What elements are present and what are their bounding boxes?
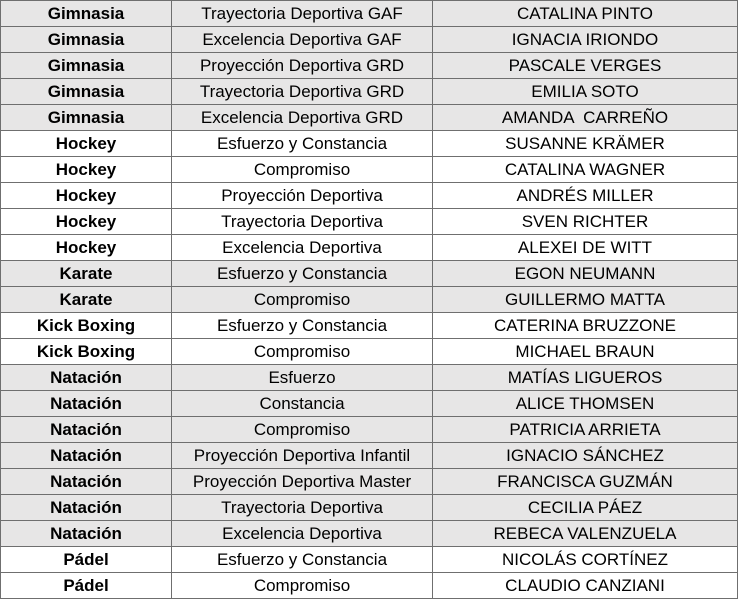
sport-cell: Hockey bbox=[1, 131, 172, 157]
awards-table-body bbox=[1, 1, 738, 599]
athlete-name-cell: CLAUDIO CANZIANI bbox=[433, 573, 738, 599]
award-cell: Excelencia Deportiva bbox=[172, 521, 433, 547]
table-row bbox=[1, 157, 738, 183]
table-row bbox=[1, 261, 738, 287]
athlete-name-cell: ANDRÉS MILLER bbox=[433, 183, 738, 209]
sport-cell: Pádel bbox=[1, 547, 172, 573]
athlete-name-cell: MATÍAS LIGUEROS bbox=[433, 365, 738, 391]
sport-cell: Gimnasia bbox=[1, 1, 172, 27]
sport-cell: Natación bbox=[1, 495, 172, 521]
athlete-name-cell: EMILIA SOTO bbox=[433, 79, 738, 105]
award-cell: Trayectoria Deportiva GAF bbox=[172, 1, 433, 27]
sport-cell: Hockey bbox=[1, 235, 172, 261]
sport-cell: Natación bbox=[1, 443, 172, 469]
award-cell: Esfuerzo y Constancia bbox=[172, 131, 433, 157]
sport-cell: Gimnasia bbox=[1, 105, 172, 131]
award-cell: Compromiso bbox=[172, 573, 433, 599]
table-row bbox=[1, 287, 738, 313]
table-row bbox=[1, 391, 738, 417]
sport-cell: Hockey bbox=[1, 157, 172, 183]
athlete-name-cell: CATALINA WAGNER bbox=[433, 157, 738, 183]
table-row bbox=[1, 521, 738, 547]
athlete-name-cell: SUSANNE KRÄMER bbox=[433, 131, 738, 157]
sport-cell: Natación bbox=[1, 469, 172, 495]
award-cell: Esfuerzo y Constancia bbox=[172, 313, 433, 339]
award-cell: Compromiso bbox=[172, 157, 433, 183]
sport-cell: Gimnasia bbox=[1, 79, 172, 105]
award-cell: Proyección Deportiva bbox=[172, 183, 433, 209]
table-row bbox=[1, 365, 738, 391]
sport-cell: Pádel bbox=[1, 573, 172, 599]
award-cell: Constancia bbox=[172, 391, 433, 417]
sport-cell: Natación bbox=[1, 391, 172, 417]
table-row bbox=[1, 183, 738, 209]
sport-cell: Natación bbox=[1, 417, 172, 443]
sport-cell: Gimnasia bbox=[1, 27, 172, 53]
table-row bbox=[1, 443, 738, 469]
award-cell: Compromiso bbox=[172, 417, 433, 443]
table-row bbox=[1, 1, 738, 27]
award-cell: Excelencia Deportiva GRD bbox=[172, 105, 433, 131]
table-row bbox=[1, 209, 738, 235]
award-cell: Trayectoria Deportiva bbox=[172, 495, 433, 521]
award-cell: Excelencia Deportiva GAF bbox=[172, 27, 433, 53]
sport-cell: Karate bbox=[1, 261, 172, 287]
athlete-name-cell: ALEXEI DE WITT bbox=[433, 235, 738, 261]
sport-cell: Kick Boxing bbox=[1, 339, 172, 365]
athlete-name-cell: PASCALE VERGES bbox=[433, 53, 738, 79]
award-cell: Esfuerzo y Constancia bbox=[172, 261, 433, 287]
sport-cell: Hockey bbox=[1, 209, 172, 235]
table-row bbox=[1, 27, 738, 53]
table-row bbox=[1, 131, 738, 157]
sport-cell: Kick Boxing bbox=[1, 313, 172, 339]
table-row bbox=[1, 105, 738, 131]
sport-cell: Natación bbox=[1, 521, 172, 547]
table-row bbox=[1, 495, 738, 521]
award-cell: Proyección Deportiva Infantil bbox=[172, 443, 433, 469]
award-cell: Compromiso bbox=[172, 287, 433, 313]
table-row bbox=[1, 235, 738, 261]
athlete-name-cell: EGON NEUMANN bbox=[433, 261, 738, 287]
award-cell: Excelencia Deportiva bbox=[172, 235, 433, 261]
award-cell: Compromiso bbox=[172, 339, 433, 365]
table-row bbox=[1, 79, 738, 105]
sport-cell: Karate bbox=[1, 287, 172, 313]
award-cell: Proyección Deportiva Master bbox=[172, 469, 433, 495]
athlete-name-cell: CATERINA BRUZZONE bbox=[433, 313, 738, 339]
award-cell: Trayectoria Deportiva bbox=[172, 209, 433, 235]
athlete-name-cell: NICOLÁS CORTÍNEZ bbox=[433, 547, 738, 573]
award-cell: Esfuerzo y Constancia bbox=[172, 547, 433, 573]
athlete-name-cell: PATRICIA ARRIETA bbox=[433, 417, 738, 443]
sport-cell: Gimnasia bbox=[1, 53, 172, 79]
athlete-name-cell: CATALINA PINTO bbox=[433, 1, 738, 27]
athlete-name-cell: CECILIA PÁEZ bbox=[433, 495, 738, 521]
athlete-name-cell: REBECA VALENZUELA bbox=[433, 521, 738, 547]
athlete-name-cell: IGNACIA IRIONDO bbox=[433, 27, 738, 53]
athlete-name-cell: IGNACIO SÁNCHEZ bbox=[433, 443, 738, 469]
athlete-name-cell: FRANCISCA GUZMÁN bbox=[433, 469, 738, 495]
table-row bbox=[1, 339, 738, 365]
athlete-name-cell: ALICE THOMSEN bbox=[433, 391, 738, 417]
sport-cell: Natación bbox=[1, 365, 172, 391]
sport-cell: Hockey bbox=[1, 183, 172, 209]
table-row bbox=[1, 547, 738, 573]
athlete-name-cell: AMANDA CARREÑO bbox=[433, 105, 738, 131]
athlete-name-cell: SVEN RICHTER bbox=[433, 209, 738, 235]
award-cell: Trayectoria Deportiva GRD bbox=[172, 79, 433, 105]
table-row bbox=[1, 417, 738, 443]
award-cell: Esfuerzo bbox=[172, 365, 433, 391]
table-row bbox=[1, 53, 738, 79]
table-row bbox=[1, 313, 738, 339]
award-cell: Proyección Deportiva GRD bbox=[172, 53, 433, 79]
athlete-name-cell: MICHAEL BRAUN bbox=[433, 339, 738, 365]
table-row bbox=[1, 469, 738, 495]
table-row bbox=[1, 573, 738, 599]
athlete-name-cell: GUILLERMO MATTA bbox=[433, 287, 738, 313]
